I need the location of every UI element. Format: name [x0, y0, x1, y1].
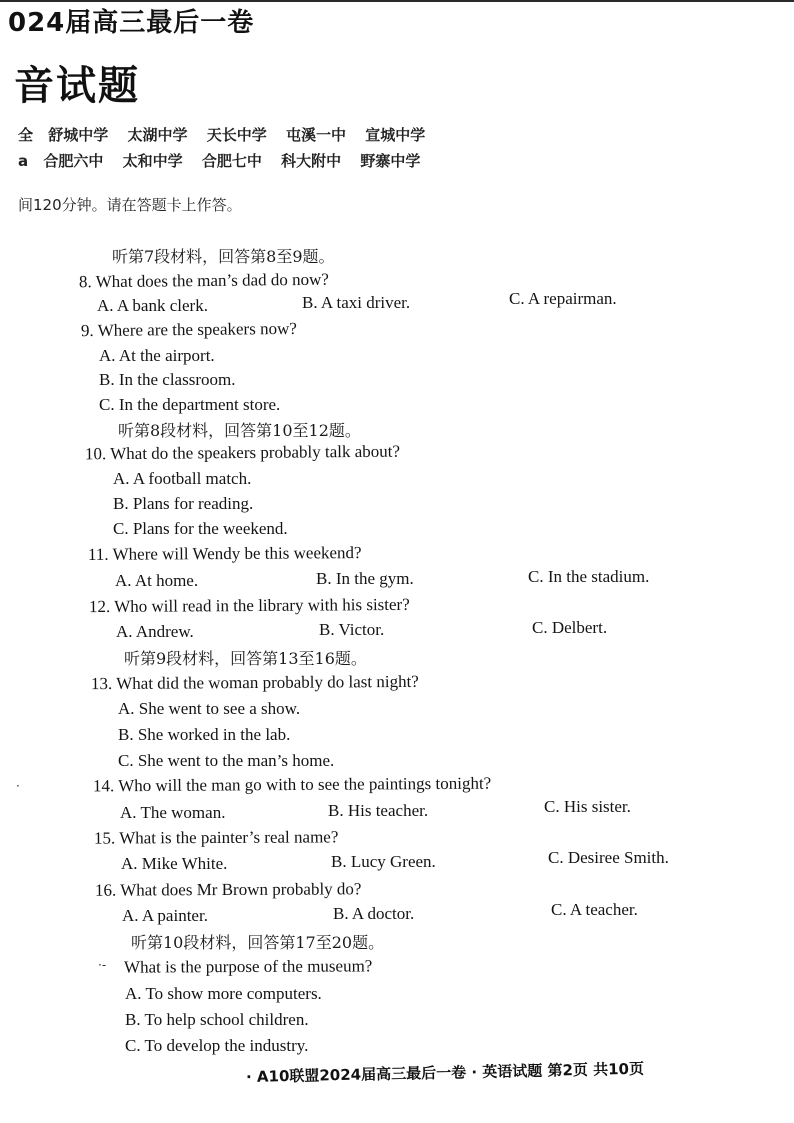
option-b: B. In the gym.: [316, 569, 414, 588]
section-heading: 听第7段材料，回答第8至9题。: [112, 247, 335, 266]
question-stem: 14. Who will the man go with to see the paintings tonight?: [92, 773, 492, 796]
question-stem: 12. Who will read in the library with his sister?: [88, 594, 410, 617]
question-stem: 11. Where will Wendy be this weekend?: [87, 543, 362, 564]
section-heading: 听第8段材料，回答第10至12题。: [118, 421, 361, 440]
option-c: C. In the stadium.: [528, 567, 650, 586]
exam-instructions: 间120分钟。请在答题卡上作答。: [18, 196, 242, 214]
school-name: 野寨中学: [360, 152, 421, 170]
option-b: B. Lucy Green.: [331, 852, 436, 871]
question-number-fragment: ·-: [98, 958, 107, 972]
page-title: 音试题: [14, 62, 140, 109]
option-a: A. The woman.: [120, 803, 226, 822]
option-c: C. Plans for the weekend.: [113, 519, 288, 538]
school-name: 舒城中学: [48, 126, 109, 144]
option-c: C. Desiree Smith.: [548, 848, 669, 867]
option-a: A. A bank clerk.: [97, 296, 208, 315]
school-name: 天长中学: [206, 126, 267, 144]
question-stem: 15. What is the painter’s real name?: [93, 827, 339, 848]
question-stem: 16. What does Mr Brown probably do?: [94, 879, 362, 900]
school-name: 太和中学: [122, 152, 183, 170]
option-a: A. Andrew.: [116, 622, 194, 641]
school-name: 屯溪一中: [286, 126, 347, 144]
exam-header-line: 024届高三最后一卷: [8, 8, 255, 38]
question-stem: 10. What do the speakers probably talk about?: [84, 441, 401, 464]
option-c: C. His sister.: [544, 797, 631, 816]
option-a: A. A painter.: [122, 906, 208, 925]
question-stem: 13. What did the woman probably do last night?: [90, 671, 419, 694]
school-row-lead: 全: [18, 126, 34, 144]
option-b: B. Plans for reading.: [113, 494, 254, 513]
margin-mark: ·: [16, 779, 20, 793]
option-c: C. Delbert.: [532, 618, 608, 637]
option-a: A. Mike White.: [121, 854, 228, 873]
school-list-row-2: [18, 150, 434, 171]
school-name: 宣城中学: [365, 126, 426, 144]
school-row-lead: a: [18, 152, 29, 170]
option-b: B. His teacher.: [328, 801, 429, 820]
option-b: B. To help school children.: [125, 1010, 309, 1029]
option-c: C. She went to the man’s home.: [118, 751, 335, 770]
question-stem: What is the purpose of the museum?: [123, 956, 373, 977]
school-name: 合肥六中: [43, 152, 104, 170]
option-b: B. She worked in the lab.: [118, 725, 291, 744]
school-name: 科大附中: [281, 152, 342, 170]
option-b: B. A doctor.: [333, 904, 415, 923]
option-c: C. In the department store.: [99, 395, 281, 414]
section-heading: 听第10段材料，回答第17至20题。: [131, 933, 385, 952]
page-footer: · A10联盟2024届高三最后一卷 · 英语试题 第2页 共10页: [245, 1059, 645, 1086]
option-c: C. A teacher.: [551, 900, 638, 919]
option-a: A. At home.: [115, 571, 199, 590]
school-name: 太湖中学: [127, 126, 188, 144]
option-a: A. To show more computers.: [125, 984, 322, 1003]
option-a: A. A football match.: [113, 469, 252, 488]
option-c: C. To develop the industry.: [125, 1036, 309, 1055]
option-a: A. She went to see a show.: [118, 699, 301, 718]
option-b: B. A taxi driver.: [302, 293, 411, 312]
question-stem: 8. What does the man’s dad do now?: [78, 269, 330, 292]
school-name: 合肥七中: [201, 152, 262, 170]
school-list-row-1: [18, 124, 439, 145]
option-c: C. A repairman.: [509, 289, 617, 308]
question-stem: 9. Where are the speakers now?: [80, 318, 297, 341]
option-b: B. Victor.: [319, 620, 385, 639]
option-b: B. In the classroom.: [99, 370, 236, 389]
section-heading: 听第9段材料，回答第13至16题。: [124, 649, 367, 668]
option-a: A. At the airport.: [99, 346, 215, 365]
